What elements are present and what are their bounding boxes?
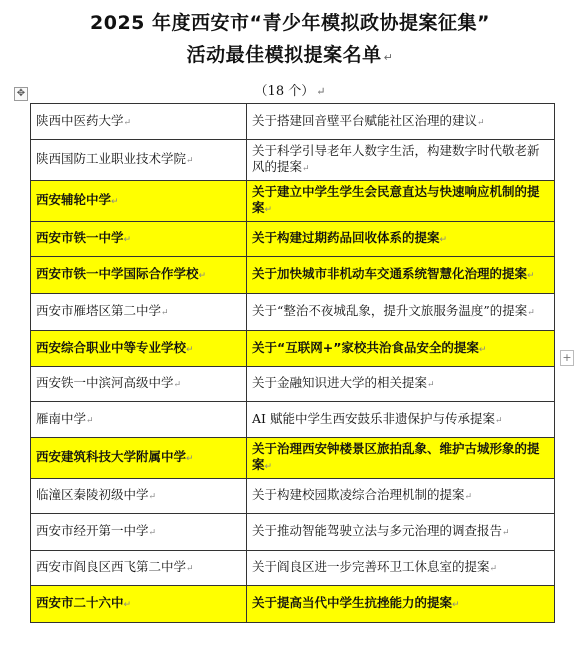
- proposal-title: 关于治理西安钟楼景区旅拍乱象、维护古城形象的提案: [252, 441, 540, 472]
- cell-mark-icon: ↵: [464, 492, 473, 502]
- table-row: [31, 514, 555, 551]
- table-row: [31, 294, 555, 331]
- school-cell[interactable]: [31, 222, 247, 257]
- table-move-handle-icon[interactable]: ✥: [14, 87, 28, 101]
- school-name: 陕西国防工业职业技术学院: [36, 151, 187, 166]
- school-name: 西安建筑科技大学附属中学: [36, 449, 187, 464]
- cell-mark-icon: ↵: [478, 344, 487, 355]
- proposal-title: 关于“整治不夜城乱象，提升文旅服务温度”的提案: [252, 303, 528, 318]
- table-row: [31, 438, 555, 479]
- cell-mark-icon: ↵: [264, 462, 273, 472]
- cell-mark-icon: ↵: [186, 156, 194, 166]
- school-cell[interactable]: [31, 514, 247, 551]
- table-row: [31, 586, 555, 623]
- document-title-line1: 2025 年度西安市“青少年模拟政协提案征集”: [90, 12, 490, 34]
- cell-mark-icon: ↵: [111, 197, 119, 207]
- cell-mark-icon: ↵: [148, 492, 157, 502]
- school-cell[interactable]: [31, 104, 247, 140]
- cell-mark-icon: ↵: [502, 528, 510, 538]
- proposal-cell[interactable]: [247, 257, 555, 294]
- proposal-cell[interactable]: [247, 402, 555, 438]
- proposal-cell[interactable]: [247, 479, 555, 514]
- table-row: [31, 551, 555, 586]
- proposal-title: AI 赋能中学生西安鼓乐非遗保护与传承提案: [252, 410, 495, 426]
- school-cell[interactable]: [31, 331, 247, 367]
- school-cell[interactable]: [31, 402, 247, 438]
- cell-mark-icon: ↵: [123, 600, 132, 610]
- proposal-cell[interactable]: [247, 222, 555, 257]
- proposal-title: 关于构建过期药品回收体系的提案: [252, 230, 440, 245]
- school-cell[interactable]: [31, 586, 247, 623]
- proposal-cell[interactable]: [247, 438, 555, 479]
- school-cell[interactable]: [31, 257, 247, 294]
- proposal-title: 关于阎良区进一步完善环卫工休息室的提案: [252, 559, 490, 574]
- cell-mark-icon: ↵: [148, 528, 157, 538]
- proposal-cell[interactable]: [247, 104, 555, 140]
- table-row: [31, 140, 555, 181]
- proposal-title: 关于科学引导老年人数字生活，构建数字时代敬老新风的提案: [252, 143, 540, 174]
- school-name: 西安市阎良区西飞第二中学: [36, 559, 187, 574]
- proposal-table: [30, 103, 555, 623]
- cell-mark-icon: ↵: [439, 235, 448, 245]
- school-cell[interactable]: [31, 367, 247, 402]
- school-name: 陕西中医药大学: [36, 112, 124, 128]
- proposal-title: 关于推动智能驾驶立法与多元治理的调查报告: [252, 523, 503, 538]
- proposal-cell[interactable]: [247, 551, 555, 586]
- proposal-title: 关于“互联网+”家校共治食品安全的提案: [252, 339, 479, 355]
- school-name: 西安市铁一中学: [36, 230, 124, 245]
- proposal-cell[interactable]: [247, 367, 555, 402]
- table-row: [31, 331, 555, 367]
- school-name: 西安综合职业中等专业学校: [36, 339, 187, 355]
- school-cell[interactable]: [31, 140, 247, 181]
- add-row-plus-icon[interactable]: +: [560, 350, 574, 366]
- proposal-title: 关于提高当代中学生抗挫能力的提案: [252, 595, 453, 610]
- school-name: 临潼区秦陵初级中学: [36, 487, 149, 502]
- school-name: 西安辅轮中学: [36, 192, 112, 207]
- school-cell[interactable]: [31, 294, 247, 331]
- table-row: [31, 181, 555, 222]
- proposal-cell[interactable]: [247, 294, 555, 331]
- cell-mark-icon: ↵: [123, 117, 132, 128]
- cell-mark-icon: ↵: [86, 415, 94, 426]
- school-name: 雁南中学: [36, 410, 87, 426]
- school-name: 西安市经开第一中学: [36, 523, 149, 538]
- paragraph-mark-icon: ↵: [316, 85, 326, 98]
- cell-mark-icon: ↵: [477, 117, 485, 128]
- item-count: （18 个） ↵: [254, 84, 326, 99]
- table-row: [31, 367, 555, 402]
- proposal-title: 关于建立中学生学生会民意直达与快速响应机制的提案: [252, 184, 540, 215]
- table-row: [31, 222, 555, 257]
- proposal-cell[interactable]: [247, 514, 555, 551]
- cell-mark-icon: ↵: [264, 205, 273, 215]
- proposal-cell[interactable]: [247, 586, 555, 623]
- school-name: 西安市铁一中学国际合作学校: [36, 266, 199, 281]
- cell-mark-icon: ↵: [186, 344, 194, 355]
- proposal-title: 关于搭建回音壁平台赋能社区治理的建议: [252, 112, 478, 128]
- cell-mark-icon: ↵: [198, 271, 207, 281]
- proposal-title: 关于金融知识进大学的相关提案: [252, 375, 428, 390]
- cell-mark-icon: ↵: [427, 380, 435, 390]
- school-cell[interactable]: [31, 551, 247, 586]
- table-row: [31, 402, 555, 438]
- table-row: [31, 257, 555, 294]
- cell-mark-icon: ↵: [489, 564, 498, 574]
- paragraph-mark-icon: ↵: [383, 51, 394, 64]
- school-name: 西安市二十六中: [36, 595, 124, 610]
- school-name: 西安市雁塔区第二中学: [36, 303, 162, 318]
- table-row: [31, 479, 555, 514]
- cell-mark-icon: ↵: [161, 308, 169, 318]
- cell-mark-icon: ↵: [494, 415, 503, 426]
- document-title-line2: 活动最佳模拟提案名单 ↵: [186, 44, 394, 66]
- cell-mark-icon: ↵: [302, 164, 310, 174]
- proposal-cell[interactable]: [247, 331, 555, 367]
- cell-mark-icon: ↵: [123, 235, 132, 245]
- proposal-title: 关于加快城市非机动车交通系统智慧化治理的提案: [252, 266, 528, 281]
- proposal-table-body: [31, 104, 555, 623]
- cell-mark-icon: ↵: [452, 600, 460, 610]
- proposal-title: 关于构建校园欺凌综合治理机制的提案: [252, 487, 465, 502]
- school-cell[interactable]: [31, 438, 247, 479]
- school-name: 西安铁一中滨河高级中学: [36, 375, 174, 390]
- school-cell[interactable]: [31, 479, 247, 514]
- cell-mark-icon: ↵: [527, 271, 535, 281]
- proposal-cell[interactable]: [247, 181, 555, 222]
- cell-mark-icon: ↵: [173, 380, 182, 390]
- cell-mark-icon: ↵: [186, 564, 194, 574]
- school-cell[interactable]: [31, 181, 247, 222]
- cell-mark-icon: ↵: [527, 308, 535, 318]
- table-row: [31, 104, 555, 140]
- proposal-cell[interactable]: [247, 140, 555, 181]
- cell-mark-icon: ↵: [186, 454, 194, 464]
